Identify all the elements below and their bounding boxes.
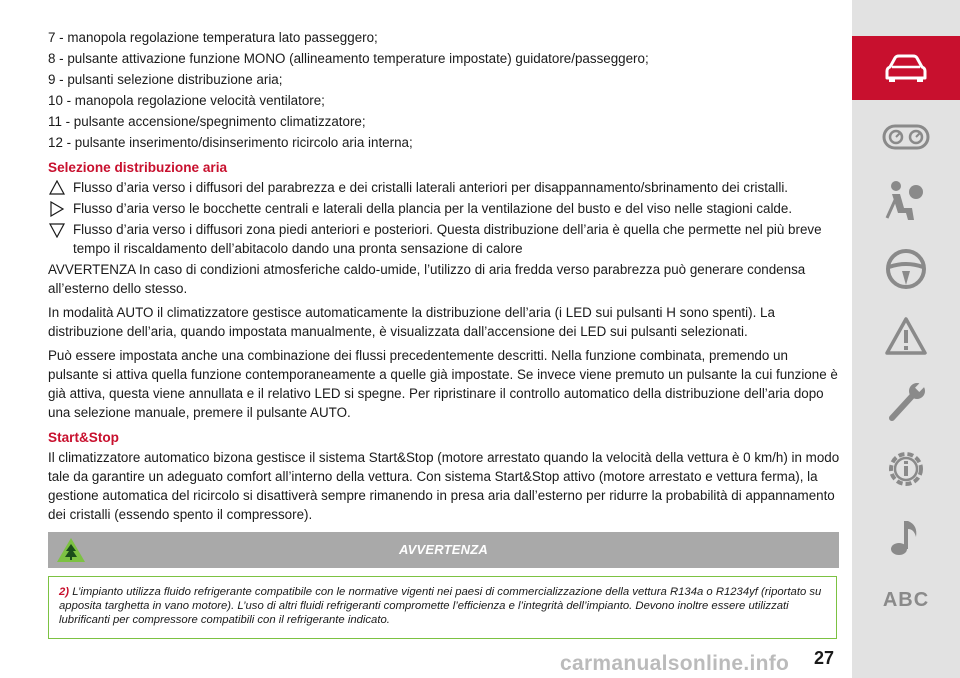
list-item: 10 - manopola regolazione velocità ventilatore; <box>48 93 325 108</box>
air-flow-text: Flusso d’aria verso i diffusori del parabrezza e dei cristalli laterali anteriori per disappannamento/sbrinamento dei cristalli. <box>73 180 789 195</box>
air-flow-vents <box>48 199 840 218</box>
warning-number: 2) <box>59 586 70 598</box>
sidebar-item-multimedia[interactable] <box>852 508 960 566</box>
windscreen-flow-icon <box>48 180 66 196</box>
sidebar-item-driving[interactable] <box>852 240 960 298</box>
sidebar-item-maintenance[interactable] <box>852 374 960 430</box>
sidebar-item-instruments[interactable] <box>852 112 960 162</box>
music-note-icon <box>886 515 926 559</box>
airbag-seat-icon <box>884 178 928 222</box>
sidebar-item-car[interactable] <box>852 36 960 100</box>
sidebar-item-index[interactable] <box>852 582 960 618</box>
air-flow-text: Flusso d’aria verso i diffusori zona piedi anteriori e posteriori. Questa distribuzione dell’aria è quella che permette nel più breve tempo il riscaldamento dell’abitacolo dando una pronta sensazione di calore <box>73 222 822 256</box>
list-item: 7 - manopola regolazione temperatura lato passeggero; <box>48 30 378 45</box>
sidebar-item-emergency[interactable] <box>852 308 960 364</box>
page-number: 27 <box>814 648 835 668</box>
warning-text: L’impianto utilizza fluido refrigerante compatibile con le normative vigenti nei paesi di commercializzazione della vettura R134a o R1234yf (riportato su apposita targhetta in vano motore). L’uso di altri fluidi refrigeranti compromette l’efficienza e l’integrità dell’impianto. Devono inoltre essere utilizzati lubrificanti per compressore compatibili con il refrigerante indicato. <box>59 586 822 626</box>
paragraph: Il climatizzatore automatico bizona gestisce il sistema Start&Stop (motore arrestato quando la velocità della vettura è 0 km/h) in modo tale da garantire un adeguato comfort all’interno della vettura. Con sistema Start&Stop attivo (motore arrestato e vettura ferma), la gestione automatica del ricircolo si disattiverà sempre rimanendo in presa aria dall’esterno per ridurre la probabilità di appannamento dei cristalli (essendo spento il compressore). <box>48 450 840 522</box>
list-item: 8 - pulsante attivazione funzione MONO (allineamento temperature impostate) guidatore/passeggero; <box>48 51 649 66</box>
warning-header <box>48 532 839 568</box>
warning-box <box>48 576 837 639</box>
feet-flow-icon <box>48 222 66 238</box>
list-item: 12 - pulsante inserimento/disinserimento ricircolo aria interna; <box>48 135 413 150</box>
air-flow-windscreen <box>48 178 840 197</box>
warning-title: AVVERTENZA <box>399 542 488 557</box>
warning-triangle-icon <box>884 316 928 356</box>
list-item: 9 - pulsanti selezione distribuzione aria; <box>48 72 283 87</box>
air-flow-feet <box>48 220 840 258</box>
sidebar-item-technical-data[interactable] <box>852 440 960 498</box>
section-heading-air-distribution: Selezione distribuzione aria <box>48 160 228 175</box>
sidebar-item-safety[interactable] <box>852 172 960 228</box>
index-label: ABC <box>882 588 930 611</box>
list-item: 11 - pulsante accensione/spegnimento climatizzatore; <box>48 114 366 129</box>
section-heading-start-stop: Start&Stop <box>48 430 119 445</box>
wrench-icon <box>884 380 928 424</box>
vents-flow-icon <box>48 201 66 217</box>
steering-wheel-icon <box>884 247 928 291</box>
chapter-sidebar <box>852 0 960 678</box>
gear-info-icon <box>884 447 928 491</box>
paragraph: In modalità AUTO il climatizzatore gestisce automaticamente la distribuzione dell’aria (i LED sui pulsanti H sono spenti). La distribuzione dell’aria, quando impostata manualmente, è visualizzata dall’accensione dei LED sui pulsanti selezionati. <box>48 305 775 339</box>
paragraph: AVVERTENZA In caso di condizioni atmosferiche caldo-umide, l’utilizzo di aria fredda verso parabrezza può generare condensa all’esterno dello stesso. <box>48 262 806 296</box>
gauges-icon <box>882 123 930 151</box>
watermark: carmanualsonline.info <box>560 652 790 675</box>
paragraph: Può essere impostata anche una combinazione dei flussi precedentemente descritti. Nella funzione combinata, premendo un pulsante si attiva quella funzione contemporaneamente a quelle già impostate. Se invece viene premuto un pulsante la cui funzione è già attiva, questa viene annullata e il relativo LED si spegne. Per ripristinare il controllo automatico della distribuzione dell’aria dopo una selezione manuale, premere il pulsante AUTO. <box>48 348 838 420</box>
car-icon <box>884 53 928 83</box>
air-flow-text: Flusso d’aria verso le bocchette centrali e laterali della plancia per la ventilazione del busto e del viso nelle stagioni calde. <box>73 201 793 216</box>
page-content <box>48 28 840 529</box>
